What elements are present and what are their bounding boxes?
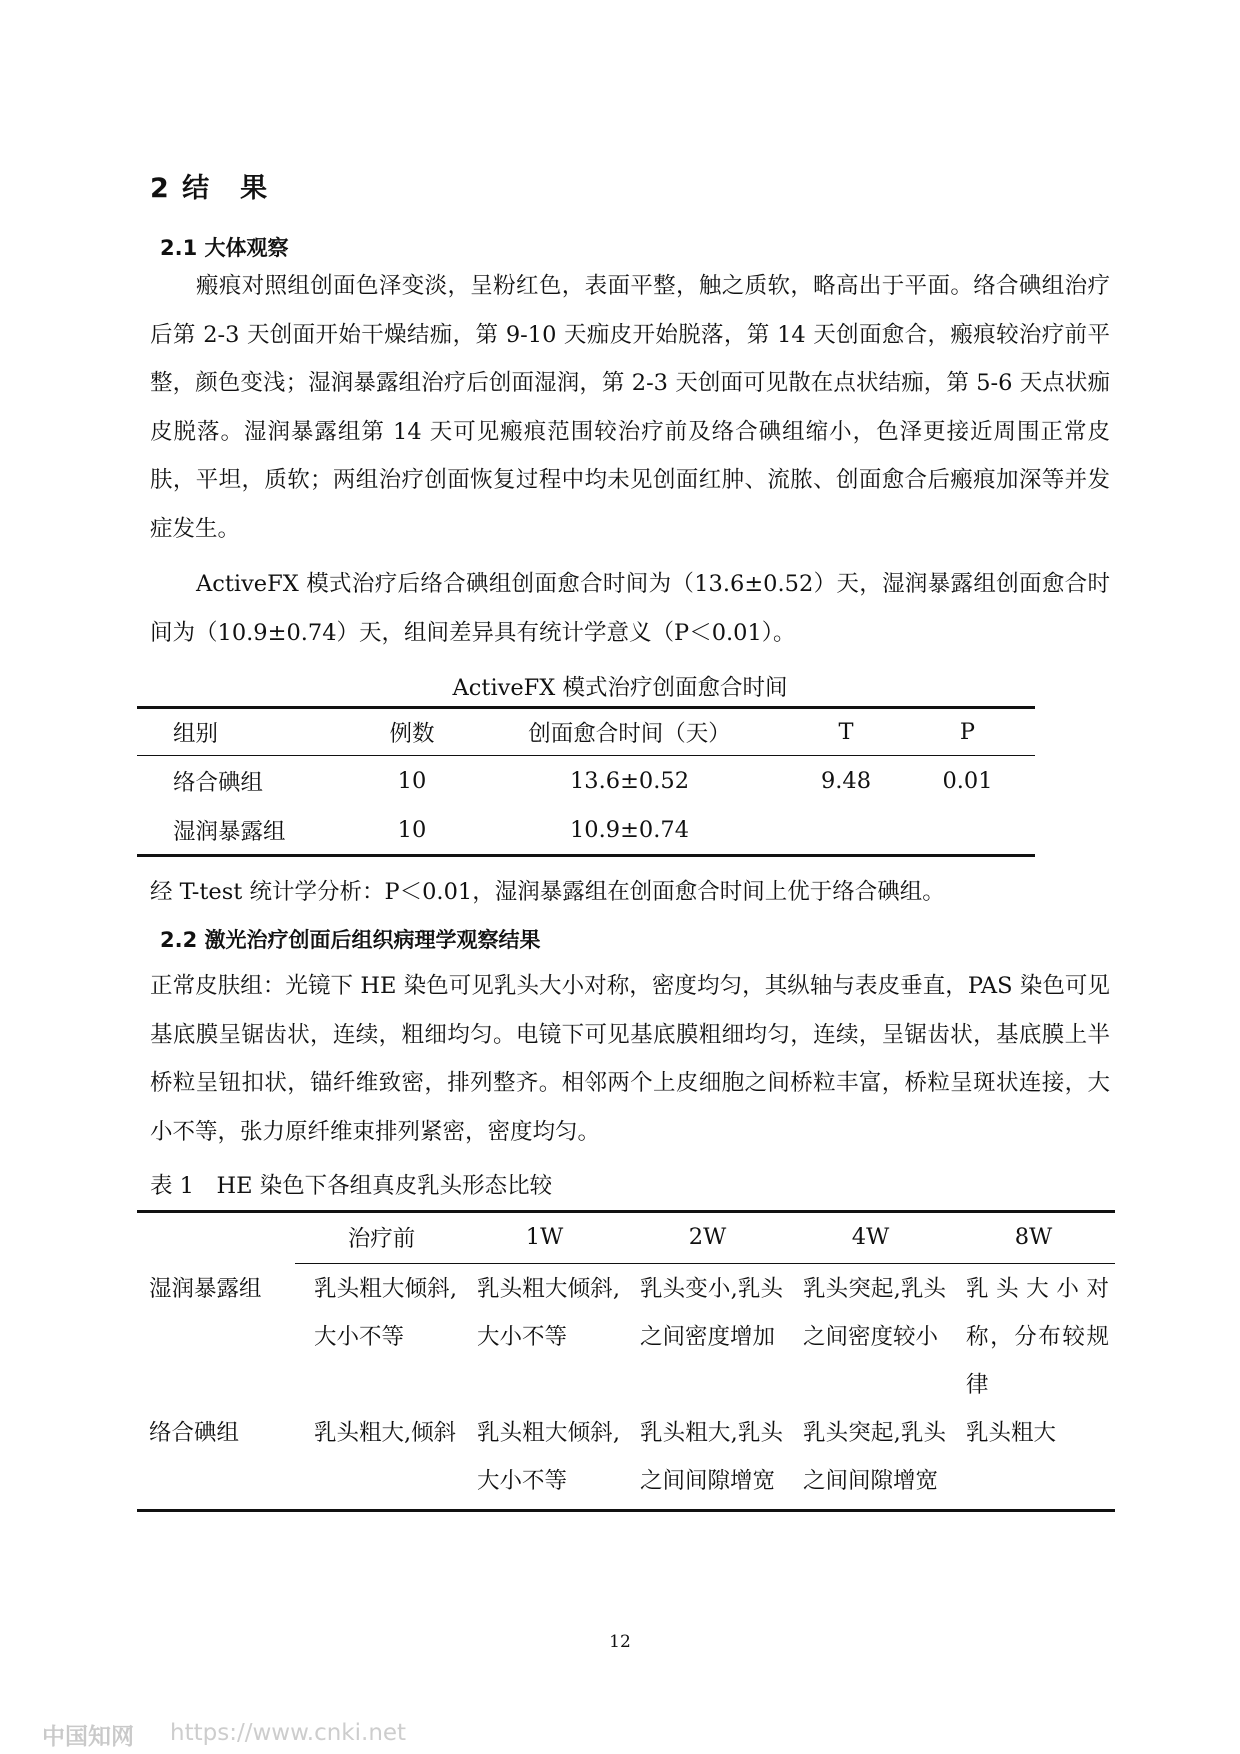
table-cell: 10 bbox=[397, 767, 427, 794]
header-cell: 例数 bbox=[389, 721, 435, 747]
table-cell: 9.48 bbox=[820, 767, 872, 794]
header-cell: 8W bbox=[1014, 1224, 1053, 1250]
paragraph-healing-time: ActiveFX 模式治疗后络合碘组创面愈合时间为（13.6±0.52）天，湿润暴露组创面愈合时间为（10.9±0.74）天，组间差异具有统计学意义（P＜0.01）。 bbox=[150, 571, 1110, 646]
table1-caption: ActiveFX 模式治疗创面愈合时间 bbox=[452, 675, 788, 701]
table-cell: 乳头变小,乳头之间密度增加 bbox=[640, 1276, 783, 1350]
header-divider bbox=[295, 1263, 1115, 1264]
row-label: 湿润暴露组 bbox=[149, 1276, 262, 1302]
header-cell: 1W bbox=[525, 1224, 564, 1250]
he-stain-table bbox=[137, 1210, 1115, 1512]
table-cell: 乳头粗大 bbox=[966, 1420, 1057, 1446]
healing-time-table bbox=[137, 706, 1035, 857]
table-cell: 乳头粗大,乳头之间间隙增宽 bbox=[640, 1420, 783, 1494]
watermark-logo: 中国知网 bbox=[42, 1724, 134, 1750]
table-cell: 乳头粗大倾斜,大小不等 bbox=[477, 1420, 620, 1494]
header-cell: 4W bbox=[851, 1224, 890, 1250]
table-cell: 络合碘组 bbox=[173, 769, 264, 796]
table-row bbox=[137, 1409, 1115, 1505]
table-header-row bbox=[137, 709, 1035, 756]
table-cell: 乳头粗大,倾斜 bbox=[314, 1420, 457, 1446]
table-cell: 10 bbox=[397, 816, 427, 843]
subsection-title-2: 2.2 激光治疗创面后组织病理学观察结果 bbox=[160, 928, 541, 952]
paragraph-normal-skin: 正常皮肤组：光镜下 HE 染色可见乳头大小对称，密度均匀，其纵轴与表皮垂直，PAS 染色可见基底膜呈锯齿状，连续，粗细均匀。电镜下可见基底膜粗细均匀，连续，呈锯齿状，基底膜上半桥粒呈钮扣状，锚纤维致密，排列整齐。相邻两个上皮细胞之间桥粒丰富，桥粒呈斑状连接，大小不等，张力原纤维束排列紧密，密度均匀。 bbox=[150, 973, 1110, 1145]
header-cell: 2W bbox=[688, 1224, 727, 1250]
table-row bbox=[137, 1265, 1115, 1409]
table-cell: 乳头突起,乳头之间密度较小 bbox=[803, 1276, 946, 1350]
header-cell: T bbox=[838, 719, 854, 745]
paragraph-gross-observation: 瘢痕对照组创面色泽变淡，呈粉红色，表面平整，触之质软，略高出于平面。络合碘组治疗后第 2-3 天创面开始干燥结痂，第 9-10 天痂皮开始脱落，第 14 天创面愈合，瘢痕较治疗前平整，颜色变浅；湿润暴露组治疗后创面湿润，第 2-3 天创面可见散在点状结痂，第 5-6 天点状痂皮脱落。湿润暴露组第 14 天可见瘢痕范围较治疗前及络合碘组缩小，色泽更接近周围正常皮肤，平坦，质软；两组治疗创面恢复过程中均未见创面红肿、流脓、创面愈合后瘢痕加深等并发症发生。 bbox=[150, 273, 1110, 542]
row-label: 络合碘组 bbox=[149, 1420, 240, 1446]
table1-note: 经 T-test 统计学分析：P＜0.01，湿润暴露组在创面愈合时间上优于络合碘组。 bbox=[150, 879, 945, 905]
page-number: 12 bbox=[609, 1632, 631, 1652]
table-header-row bbox=[137, 1213, 1115, 1261]
table2-caption: 表 1 HE 染色下各组真皮乳头形态比较 bbox=[150, 1173, 553, 1199]
table-cell: 10.9±0.74 bbox=[569, 816, 690, 843]
header-cell: 组别 bbox=[173, 721, 219, 747]
header-cell: 创面愈合时间（天） bbox=[528, 721, 731, 747]
table-cell: 乳头大小对称，分布较规律 bbox=[966, 1276, 1109, 1398]
table-cell: 0.01 bbox=[942, 767, 993, 794]
watermark-url[interactable]: https://www.cnki.net bbox=[170, 1720, 407, 1746]
header-cell: P bbox=[959, 719, 976, 745]
subsection-title-1: 2.1 大体观察 bbox=[160, 236, 289, 260]
header-cell: 治疗前 bbox=[347, 1226, 416, 1252]
section-title: 2 结 果 bbox=[150, 173, 270, 204]
table-cell: 乳头粗大倾斜,大小不等 bbox=[477, 1276, 620, 1350]
table-row bbox=[137, 756, 1035, 805]
table-cell: 湿润暴露组 bbox=[173, 818, 286, 845]
table-row bbox=[137, 805, 1035, 854]
table-cell: 乳头突起,乳头之间间隙增宽 bbox=[803, 1420, 946, 1494]
table-cell: 乳头粗大倾斜,大小不等 bbox=[314, 1276, 457, 1350]
table-cell: 13.6±0.52 bbox=[569, 767, 690, 794]
